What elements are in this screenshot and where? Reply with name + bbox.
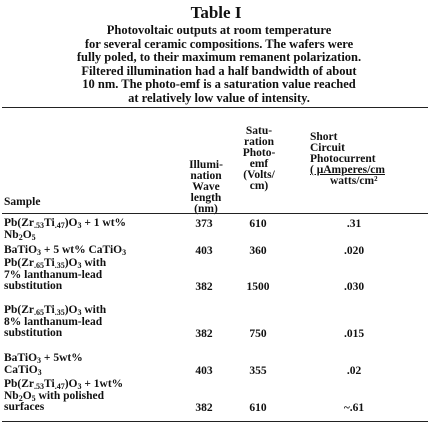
sample-line: CaTiO$_3$	[4, 363, 42, 377]
sample-line: $Pb(Zr_{.53}Ti_{.47})O_3 + 1wt\%$	[4, 378, 124, 391]
emf-cell: 355	[249, 364, 267, 377]
wavelength-cell: 382	[195, 402, 213, 414]
header-line: ration	[243, 136, 275, 148]
sample-line: $Pb(Zr_{.65}Ti_{.35})O_3$ with	[4, 257, 107, 270]
sample-cell	[4, 258, 186, 293]
header-line: watts/cm²	[330, 175, 378, 187]
sample-cell	[4, 245, 186, 257]
sample-cell	[4, 218, 186, 241]
header-line: Photo-	[242, 147, 276, 159]
current-cell: .030	[343, 281, 365, 293]
sample-cell	[4, 353, 186, 376]
current-cell: .020	[343, 245, 365, 257]
header-line: Photocurrent	[310, 153, 376, 165]
top-rule	[2, 107, 428, 108]
wavelength-cell: 382	[195, 281, 213, 293]
sample-line: substitution	[4, 327, 63, 339]
emf-cell: 750	[249, 328, 267, 340]
header-line: ( μAmperes/cm	[310, 164, 385, 176]
sample-cell	[4, 305, 186, 340]
header-line: Circuit	[310, 142, 345, 154]
sample-line: 7% lanthanum-lead	[4, 268, 103, 281]
header-line: Short	[310, 131, 338, 143]
header-line: cm)	[249, 180, 269, 192]
header-line: Illumi-	[189, 159, 223, 171]
current-cell: ~.61	[343, 402, 365, 414]
emf-cell: 610	[249, 218, 267, 230]
table-caption	[34, 24, 404, 105]
emf-cell: 1500	[246, 281, 270, 293]
sample-line: $Pb(Zr_{.53}Ti_{.47})O_3 + 1$ wt%	[4, 217, 127, 230]
bottom-rule	[2, 421, 428, 422]
wavelength-cell: 403	[195, 245, 213, 257]
header-emf	[232, 126, 286, 192]
table-title: Table I	[190, 3, 242, 22]
sample-line: substitution	[4, 280, 63, 292]
header-line: Satu-	[245, 125, 273, 137]
header-current	[296, 132, 426, 187]
caption-line: at relatively low value of intensity.	[128, 90, 310, 105]
sample-line: 8% lanthanum-lead	[4, 315, 103, 328]
sample-line: BaTiO$_3$ + 5 wt% CaTiO$_3$	[4, 244, 127, 257]
sample-line: $Pb(Zr_{.65}Ti_{.35})O_3$ with	[4, 304, 107, 317]
caption-line: 10 nm. The photo-emf is a saturation value reached	[82, 77, 356, 91]
caption-line: fully poled, to their maximum remanent polarization.	[76, 50, 362, 64]
wavelength-cell: 373	[195, 218, 213, 230]
caption-line: Filtered illumination had a half bandwidth of about	[81, 63, 357, 78]
sample-line: surfaces	[4, 401, 45, 413]
sample-cell	[4, 379, 186, 414]
current-cell: .02	[346, 364, 362, 377]
current-cell: .015	[343, 328, 365, 340]
sample-line: BaTiO$_3$ + 5wt%	[4, 352, 83, 365]
emf-cell: 360	[249, 245, 267, 257]
header-line: (Volts/	[243, 169, 275, 181]
caption-line: for several ceramic compositions. The wafers were	[84, 36, 354, 51]
header-sample: Sample	[4, 196, 41, 208]
header-line: (nm)	[194, 203, 218, 215]
header-line: emf	[249, 158, 269, 170]
header-line: length	[190, 192, 222, 204]
sample-line: $Nb_2O_5$	[4, 228, 36, 242]
header-line: Wave	[192, 181, 220, 193]
caption-line: Photovoltaic outputs at room temperature	[106, 23, 332, 37]
sample-line: $Nb_2O_5$ with polished	[4, 389, 105, 403]
current-cell: .31	[346, 218, 362, 230]
header-wavelength	[184, 160, 228, 215]
header-rule	[2, 213, 428, 214]
emf-cell: 610	[249, 402, 267, 414]
wavelength-cell: 382	[195, 328, 213, 340]
wavelength-cell: 403	[195, 364, 213, 377]
header-line: nation	[190, 170, 222, 182]
